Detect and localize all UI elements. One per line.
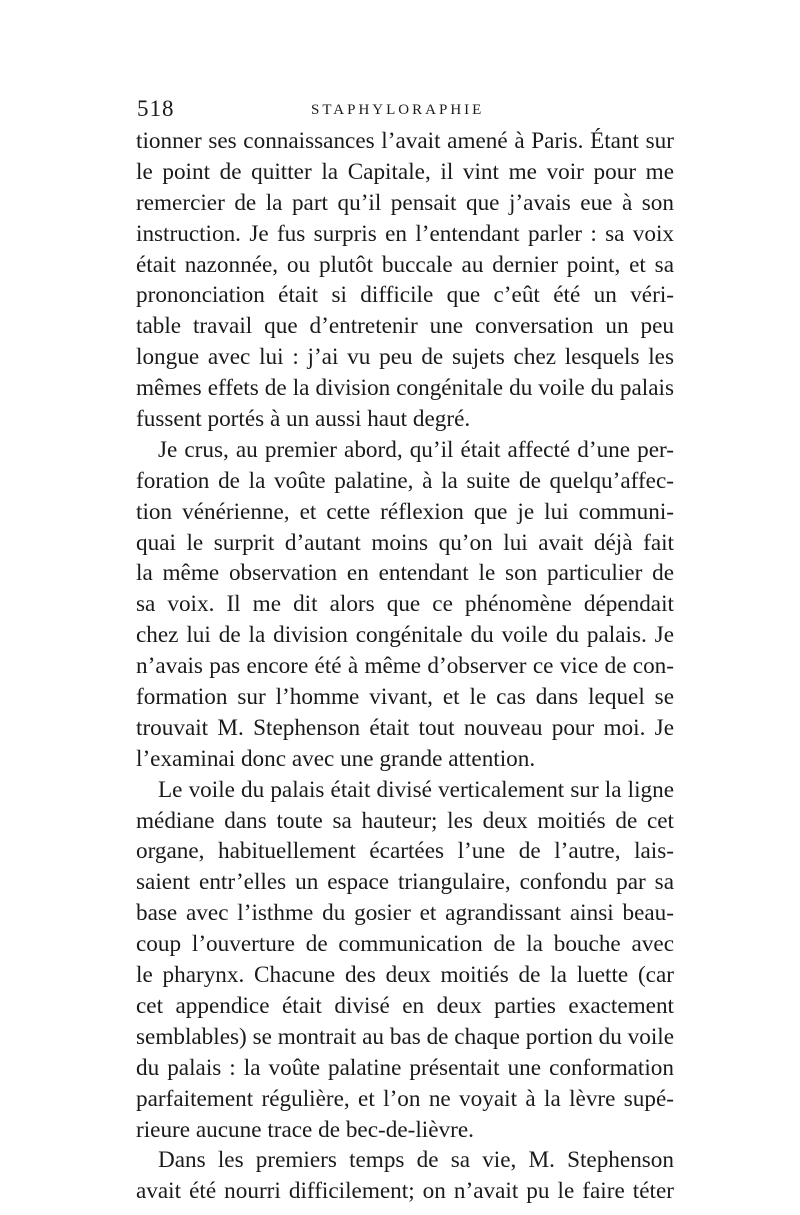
text-line: quai le surprit d’autant moins qu’on lui avait déjà fait (136, 529, 674, 556)
text-line: remercier de la part qu’il pensait que j’avais eue à son (136, 189, 674, 216)
text-line: cet appendice était divisé en deux parties exactement (136, 992, 674, 1019)
text-line: tion vénérienne, et cette réflexion que je lui communi- (136, 498, 674, 525)
running-head (137, 96, 682, 124)
text-line: la même observation en entendant le son particulier de (136, 560, 674, 587)
text-line: coup l’ouverture de communication de la bouche avec (136, 931, 674, 958)
text-line: mêmes effets de la division congénitale du voile du palais (136, 375, 674, 402)
text-line: saient entr’elles un espace triangulaire, confondu par sa (136, 869, 674, 896)
text-line: n’avais pas encore été à même d’observer ce vice de con- (136, 653, 674, 680)
text-line: prononciation était si difficile que c’eût été un véri- (136, 282, 674, 309)
text-line: base avec l’isthme du gosier et agrandissant ainsi beau- (136, 900, 674, 927)
text-line: foration de la voûte palatine, à la suite de quelqu’affec- (136, 467, 674, 494)
text-line: le pharynx. Chacune des deux moitiés de la luette (car (136, 962, 674, 989)
text-line: fussent portés à un aussi haut degré. (136, 406, 471, 433)
text-line: du palais : la voûte palatine présentait une conformation (136, 1054, 674, 1081)
text-line: était nazonnée, ou plutôt buccale au dernier point, et sa (136, 251, 674, 278)
text-line: Je crus, au premier abord, qu’il était affecté d’une per- (158, 436, 674, 463)
text-line: table travail que d’entretenir une conversation un peu (136, 313, 674, 340)
text-line: semblables) se montrait au bas de chaque portion du voile (136, 1023, 674, 1050)
text-line: tionner ses connaissances l’avait amené à Paris. Étant sur (136, 128, 674, 154)
text-line: avait été nourri difficilement; on n’avait pu le faire téter (136, 1178, 674, 1205)
text-line: sa voix. Il me dit alors que ce phénomène dépendait (136, 591, 674, 618)
body-text (136, 126, 674, 1207)
text-line: Dans les premiers temps de sa vie, M. Stephenson (158, 1147, 674, 1174)
text-line: organe, habituellement écartées l’une de l’autre, lais- (136, 838, 674, 865)
text-line: chez lui de la division congénitale du voile du palais. Je (136, 622, 674, 649)
text-line: médiane dans toute sa hauteur; les deux moitiés de cet (136, 807, 674, 834)
page-number: 518 (137, 96, 175, 121)
text-line: formation sur l’homme vivant, et le cas dans lequel se (136, 684, 674, 711)
text-line: longue avec lui : j’ai vu peu de sujets chez lesquels les (136, 344, 674, 371)
text-line: l’examinai donc avec une grande attention. (136, 745, 536, 772)
text-line: le point de quitter la Capitale, il vint me voir pour me (136, 158, 674, 185)
text-line: Le voile du palais était divisé verticalement sur la ligne (158, 776, 674, 803)
text-line: rieure aucune trace de bec-de-lièvre. (136, 1116, 474, 1143)
text-line: instruction. Je fus surpris en l’entendant parler : sa voix (136, 220, 674, 247)
text-line: parfaitement régulière, et l’on ne voyait à la lèvre supé- (136, 1085, 674, 1112)
text-line: trouvait M. Stephenson était tout nouveau pour moi. Je (136, 714, 674, 741)
running-title: STAPHYLORAPHIE (311, 102, 485, 118)
